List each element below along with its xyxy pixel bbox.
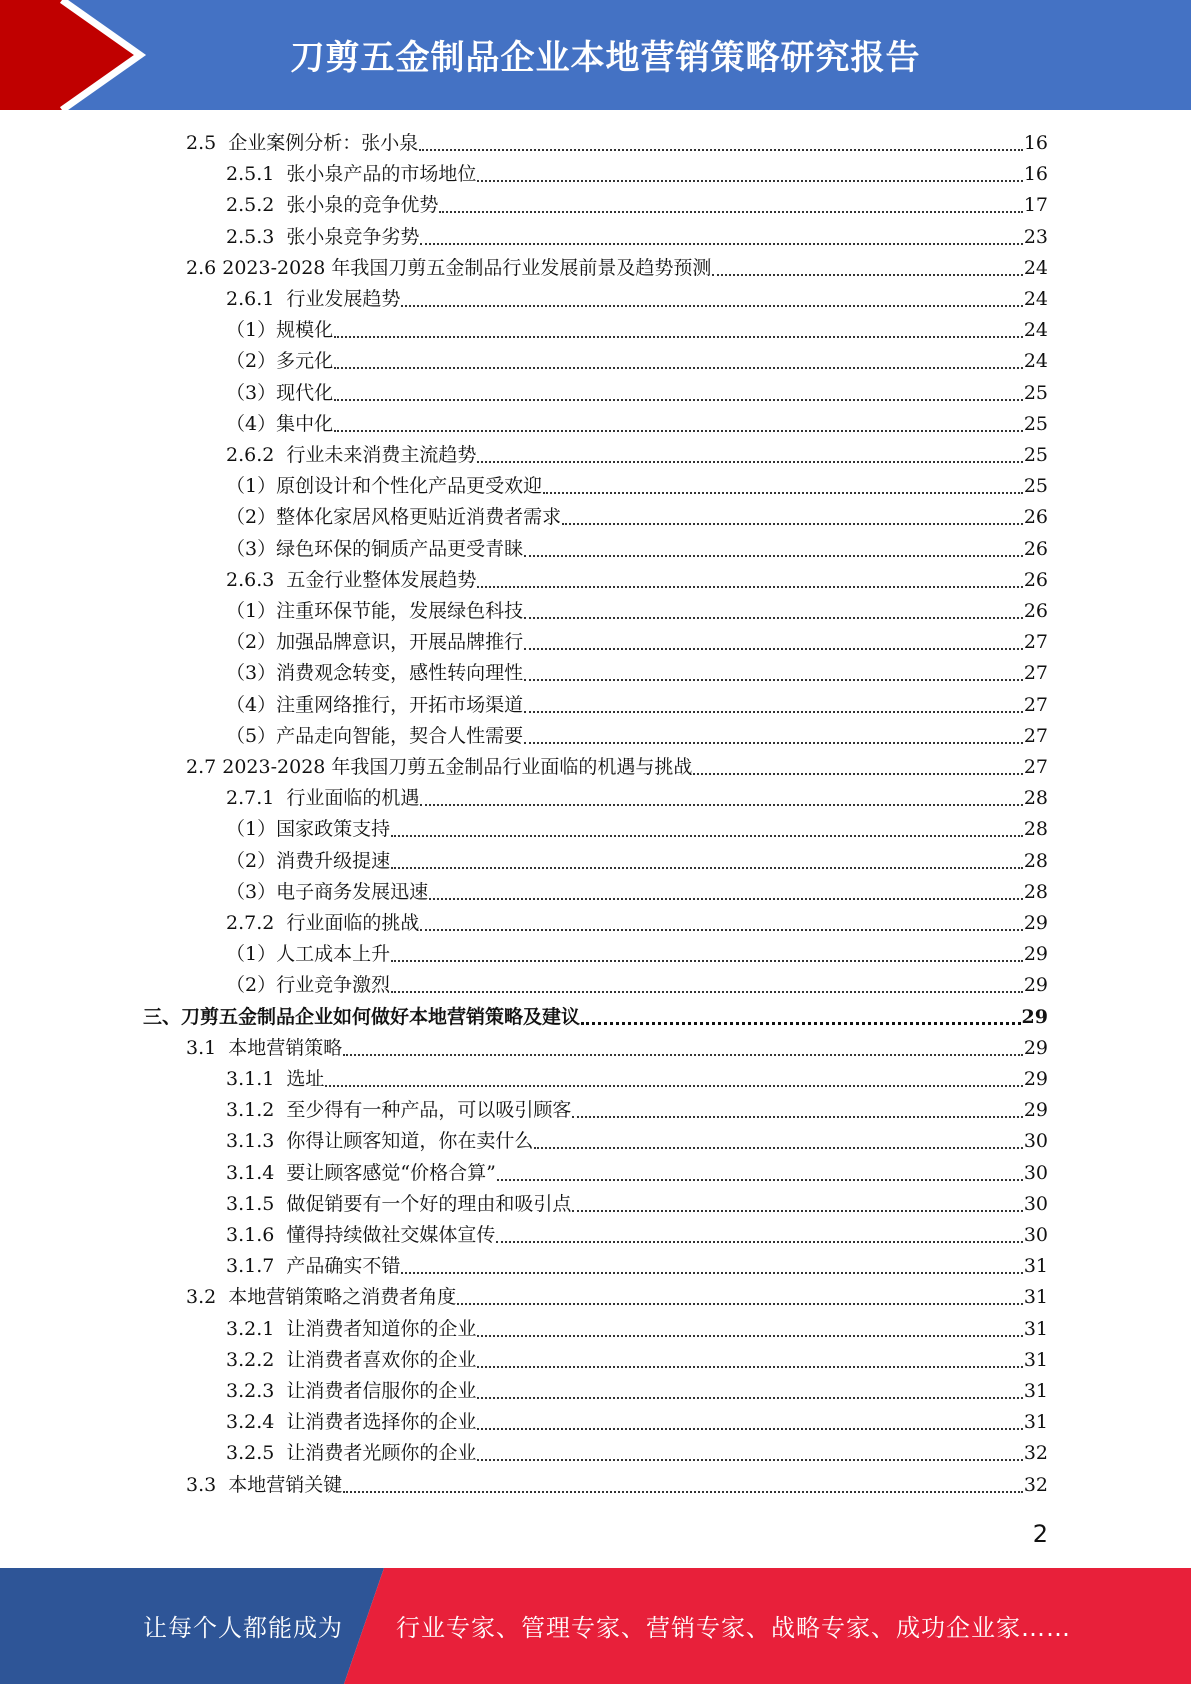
toc-entry-page: 29 (1021, 1005, 1048, 1028)
toc-leader-dots (712, 273, 1022, 276)
header-banner (0, 0, 1191, 110)
toc-entry[interactable] (186, 1282, 1048, 1313)
toc-entry-title: 2.6.3 五金行业整体发展趋势 (226, 568, 477, 591)
toc-entry-page: 25 (1023, 381, 1048, 404)
toc-entry-page: 27 (1023, 631, 1048, 654)
toc-entry-title: （3）绿色环保的铜质产品更受青睐 (226, 537, 524, 560)
toc-entry-title: （5）产品走向智能，契合人性需要 (226, 724, 524, 747)
footer-slogan-right: 行业专家、管理专家、营销专家、战略专家、成功企业家…… (396, 1614, 1071, 1642)
toc-entry-title: 3.2.5 让消费者光顾你的企业 (226, 1442, 477, 1465)
toc-entry-page: 31 (1023, 1317, 1048, 1340)
toc-leader-dots (325, 1084, 1022, 1087)
toc-entry-page: 30 (1023, 1192, 1048, 1215)
toc-leader-dots (496, 1240, 1022, 1243)
toc-entry-page: 24 (1023, 256, 1048, 279)
toc-entry-title: 2.5.3 张小泉竞争劣势 (226, 225, 420, 248)
toc-leader-dots (420, 803, 1022, 806)
toc-entry-page: 26 (1023, 537, 1048, 560)
toc-leader-dots (420, 242, 1022, 245)
toc-entry-title: 2.7.2 行业面临的挑战 (226, 912, 420, 934)
toc-entry-page: 29 (1023, 943, 1048, 966)
toc-entry-page: 27 (1023, 693, 1048, 716)
toc-entry[interactable] (226, 1345, 1048, 1376)
toc-entry[interactable] (226, 846, 1048, 877)
toc-entry-page: 28 (1023, 849, 1048, 872)
toc-entry[interactable] (186, 752, 1048, 783)
toc-entry-page: 31 (1023, 1286, 1048, 1309)
toc-entry[interactable] (186, 253, 1048, 284)
toc-entry-title: 3.1.1 选址 (226, 1068, 325, 1090)
toc-entry-page: 29 (1023, 1036, 1048, 1059)
toc-entry[interactable] (226, 1126, 1048, 1157)
toc-entry-title: 3.1.6 懂得持续做社交媒体宣传 (226, 1224, 496, 1246)
toc-entry[interactable] (226, 1189, 1048, 1220)
toc-entry[interactable] (226, 596, 1048, 627)
toc-entry-page: 28 (1023, 880, 1048, 903)
toc-entry-title: （2）加强品牌意识，开展品牌推行 (226, 631, 524, 654)
toc-entry-title: 3.2.1 让消费者知道你的企业 (226, 1317, 477, 1340)
toc-leader-dots (524, 710, 1023, 713)
toc-leader-dots (391, 959, 1023, 962)
toc-entry-title: 3.3 本地营销关键 (186, 1473, 343, 1496)
toc-entry-title: 3.2.3 让消费者信服你的企业 (226, 1380, 477, 1402)
toc-entry-title: （3）现代化 (226, 381, 334, 404)
toc-entry[interactable] (226, 471, 1048, 502)
toc-entry[interactable] (226, 1438, 1048, 1469)
footer-banner (0, 1568, 1191, 1684)
toc-entry-page: 30 (1023, 1224, 1048, 1246)
toc-entry-page: 24 (1023, 350, 1048, 373)
toc-entry[interactable] (186, 1033, 1048, 1064)
toc-leader-dots (419, 148, 1023, 151)
toc-entry[interactable] (226, 534, 1048, 565)
toc-entry-title: 2.6.1 行业发展趋势 (226, 288, 401, 310)
toc-entry-title: 3.1.5 做促销要有一个好的理由和吸引点 (226, 1192, 572, 1215)
toc-entry-page: 25 (1023, 444, 1048, 466)
toc-entry-page: 27 (1023, 724, 1048, 747)
toc-entry[interactable] (226, 877, 1048, 908)
toc-entry-title: （1）注重环保节能，发展绿色科技 (226, 600, 524, 622)
toc-entry[interactable] (226, 939, 1048, 970)
toc-entry-title: （2）整体化家居风格更贴近消费者需求 (226, 506, 562, 529)
toc-leader-dots (334, 366, 1023, 369)
toc-entry-page: 30 (1023, 1130, 1048, 1153)
toc-leader-dots (334, 429, 1023, 432)
toc-entry-title: 2.5.2 张小泉的竞争优势 (226, 194, 439, 217)
toc-leader-dots (477, 1365, 1022, 1368)
toc-leader-dots (343, 1053, 1023, 1056)
toc-entry[interactable] (226, 190, 1048, 221)
toc-entry[interactable] (226, 783, 1048, 814)
toc-entry[interactable] (186, 1470, 1048, 1501)
toc-entry-title: （2）消费升级提速 (226, 849, 391, 872)
toc-entry[interactable] (226, 1376, 1048, 1407)
toc-entry-title: 2.6.2 行业未来消费主流趋势 (226, 444, 477, 466)
toc-leader-dots (524, 678, 1023, 681)
toc-leader-dots (429, 897, 1023, 900)
toc-entry[interactable] (226, 814, 1048, 845)
toc-entry-page: 17 (1023, 194, 1048, 217)
toc-entry-title: （4）集中化 (226, 412, 334, 435)
toc-entry-title: （3）消费观念转变，感性转向理性 (226, 662, 524, 685)
toc-entry-title: 三、刀剪五金制品企业如何做好本地营销策略及建议 (143, 1005, 581, 1028)
toc-entry[interactable] (226, 346, 1048, 377)
toc-entry[interactable] (226, 690, 1048, 721)
toc-leader-dots (562, 522, 1023, 525)
toc-entry-title: 3.1.7 产品确实不错 (226, 1255, 401, 1278)
toc-entry-page: 25 (1023, 475, 1048, 498)
toc-entry-title: （2）行业竞争激烈 (226, 974, 391, 997)
toc-leader-dots (524, 741, 1023, 744)
toc-entry-page: 29 (1023, 1068, 1048, 1090)
toc-entry-title: 3.1.3 你得让顾客知道，你在卖什么 (226, 1130, 534, 1153)
toc-entry[interactable] (226, 1158, 1048, 1189)
toc-entry-title: 3.2 本地营销策略之消费者角度 (186, 1286, 457, 1309)
toc-entry-page: 28 (1023, 818, 1048, 841)
footer-slogan-left: 让每个人都能成为 (143, 1614, 343, 1642)
toc-leader-dots (477, 1427, 1022, 1430)
toc-leader-dots (477, 585, 1022, 588)
toc-leader-dots (391, 990, 1023, 993)
toc-entry-page: 26 (1023, 600, 1048, 622)
toc-leader-dots (391, 834, 1023, 837)
toc-leader-dots (334, 398, 1023, 401)
toc-entry-page: 23 (1023, 225, 1048, 248)
toc-entry[interactable] (186, 128, 1048, 159)
toc-entry-title: 3.1.2 至少得有一种产品，可以吸引顾客 (226, 1099, 572, 1122)
toc-entry[interactable] (226, 1095, 1048, 1126)
toc-entry-page: 27 (1023, 662, 1048, 685)
toc-entry[interactable] (226, 1314, 1048, 1345)
toc-entry[interactable] (226, 627, 1048, 658)
toc-leader-dots (401, 1271, 1022, 1274)
toc-leader-dots (581, 1021, 1021, 1025)
toc-entry-page: 30 (1023, 1161, 1048, 1184)
toc-entry[interactable] (226, 440, 1048, 471)
document-title: 刀剪五金制品企业本地营销策略研究报告 (290, 38, 921, 78)
toc-entry[interactable] (226, 1064, 1048, 1095)
toc-entry-title: 2.7 2023-2028 年我国刀剪五金制品行业面临的机遇与挑战 (186, 756, 693, 778)
toc-entry-page: 31 (1023, 1380, 1048, 1402)
toc-leader-dots (477, 460, 1022, 463)
toc-entry-page: 28 (1023, 787, 1048, 810)
toc-leader-dots (497, 1178, 1023, 1181)
toc-entry-title: 2.6 2023-2028 年我国刀剪五金制品行业发展前景及趋势预测 (186, 256, 712, 279)
toc-entry-page: 29 (1023, 912, 1048, 934)
toc-entry-page: 27 (1023, 756, 1048, 778)
toc-leader-dots (524, 554, 1023, 557)
toc-entry[interactable] (226, 970, 1048, 1001)
toc-entry-page: 26 (1023, 506, 1048, 529)
toc-entry[interactable] (226, 721, 1048, 752)
toc-entry-title: 3.1 本地营销策略 (186, 1036, 343, 1059)
toc-leader-dots (477, 1396, 1022, 1399)
toc-leader-dots (457, 1302, 1023, 1305)
toc-entry[interactable] (226, 565, 1048, 596)
toc-entry-title: （4）注重网络推行，开拓市场渠道 (226, 693, 524, 716)
toc-leader-dots (343, 1490, 1023, 1493)
toc-entry-page: 29 (1023, 1099, 1048, 1122)
toc-leader-dots (334, 335, 1023, 338)
toc-entry-page: 31 (1023, 1255, 1048, 1278)
toc-entry[interactable] (226, 1220, 1048, 1251)
toc-leader-dots (439, 210, 1022, 213)
toc-leader-dots (572, 1115, 1022, 1118)
toc-entry-page: 16 (1023, 163, 1048, 186)
toc-leader-dots (572, 1209, 1022, 1212)
toc-entry-page: 16 (1023, 132, 1048, 154)
toc-entry-page: 31 (1023, 1411, 1048, 1434)
toc-leader-dots (524, 647, 1023, 650)
toc-entry-page: 31 (1023, 1348, 1048, 1371)
toc-entry-page: 25 (1023, 412, 1048, 435)
toc-leader-dots (420, 928, 1022, 931)
toc-entry-title: 2.7.1 行业面临的机遇 (226, 787, 420, 810)
toc-entry[interactable] (226, 658, 1048, 689)
toc-entry-title: （1）人工成本上升 (226, 943, 391, 966)
toc-entry-title: 2.5.1 张小泉产品的市场地位 (226, 163, 477, 186)
toc-leader-dots (391, 866, 1023, 869)
toc-entry[interactable] (226, 378, 1048, 409)
toc-leader-dots (477, 179, 1022, 182)
toc-entry-page: 32 (1023, 1442, 1048, 1465)
page-number: 2 (1032, 1520, 1048, 1548)
toc-leader-dots (534, 1146, 1022, 1149)
toc-entry[interactable] (226, 1407, 1048, 1438)
toc-entry-title: 3.2.4 让消费者选择你的企业 (226, 1411, 477, 1434)
toc-entry[interactable] (226, 222, 1048, 253)
toc-entry[interactable] (226, 284, 1048, 315)
toc-entry-title: （1）国家政策支持 (226, 818, 391, 841)
toc-entry-title: 3.1.4 要让顾客感觉“价格合算” (226, 1161, 496, 1184)
toc-leader-dots (524, 616, 1023, 619)
toc-entry-title: （3）电子商务发展迅速 (226, 880, 429, 903)
toc-entry[interactable] (226, 1251, 1048, 1282)
toc-leader-dots (401, 304, 1022, 307)
toc-entry-page: 24 (1023, 288, 1048, 310)
toc-entry[interactable] (226, 159, 1048, 190)
toc-entry-title: 3.2.2 让消费者喜欢你的企业 (226, 1348, 477, 1371)
toc-leader-dots (543, 491, 1023, 494)
toc-leader-dots (477, 1458, 1022, 1461)
toc-entry-page: 26 (1023, 568, 1048, 591)
toc-entry[interactable] (226, 409, 1048, 440)
toc-entry-page: 29 (1023, 974, 1048, 997)
toc-entry-page: 24 (1023, 319, 1048, 342)
toc-entry[interactable] (226, 502, 1048, 533)
toc-leader-dots (477, 1334, 1022, 1337)
toc-entry[interactable] (143, 1002, 1048, 1033)
toc-entry-title: （1）规模化 (226, 319, 334, 342)
toc-entry[interactable] (226, 315, 1048, 346)
toc-leader-dots (693, 772, 1022, 775)
toc-entry-title: （1）原创设计和个性化产品更受欢迎 (226, 475, 543, 498)
toc-entry-title: 2.5 企业案例分析：张小泉 (186, 132, 419, 154)
toc-entry[interactable] (226, 908, 1048, 939)
toc-entry-page: 32 (1023, 1473, 1048, 1496)
toc-entry-title: （2）多元化 (226, 350, 334, 373)
